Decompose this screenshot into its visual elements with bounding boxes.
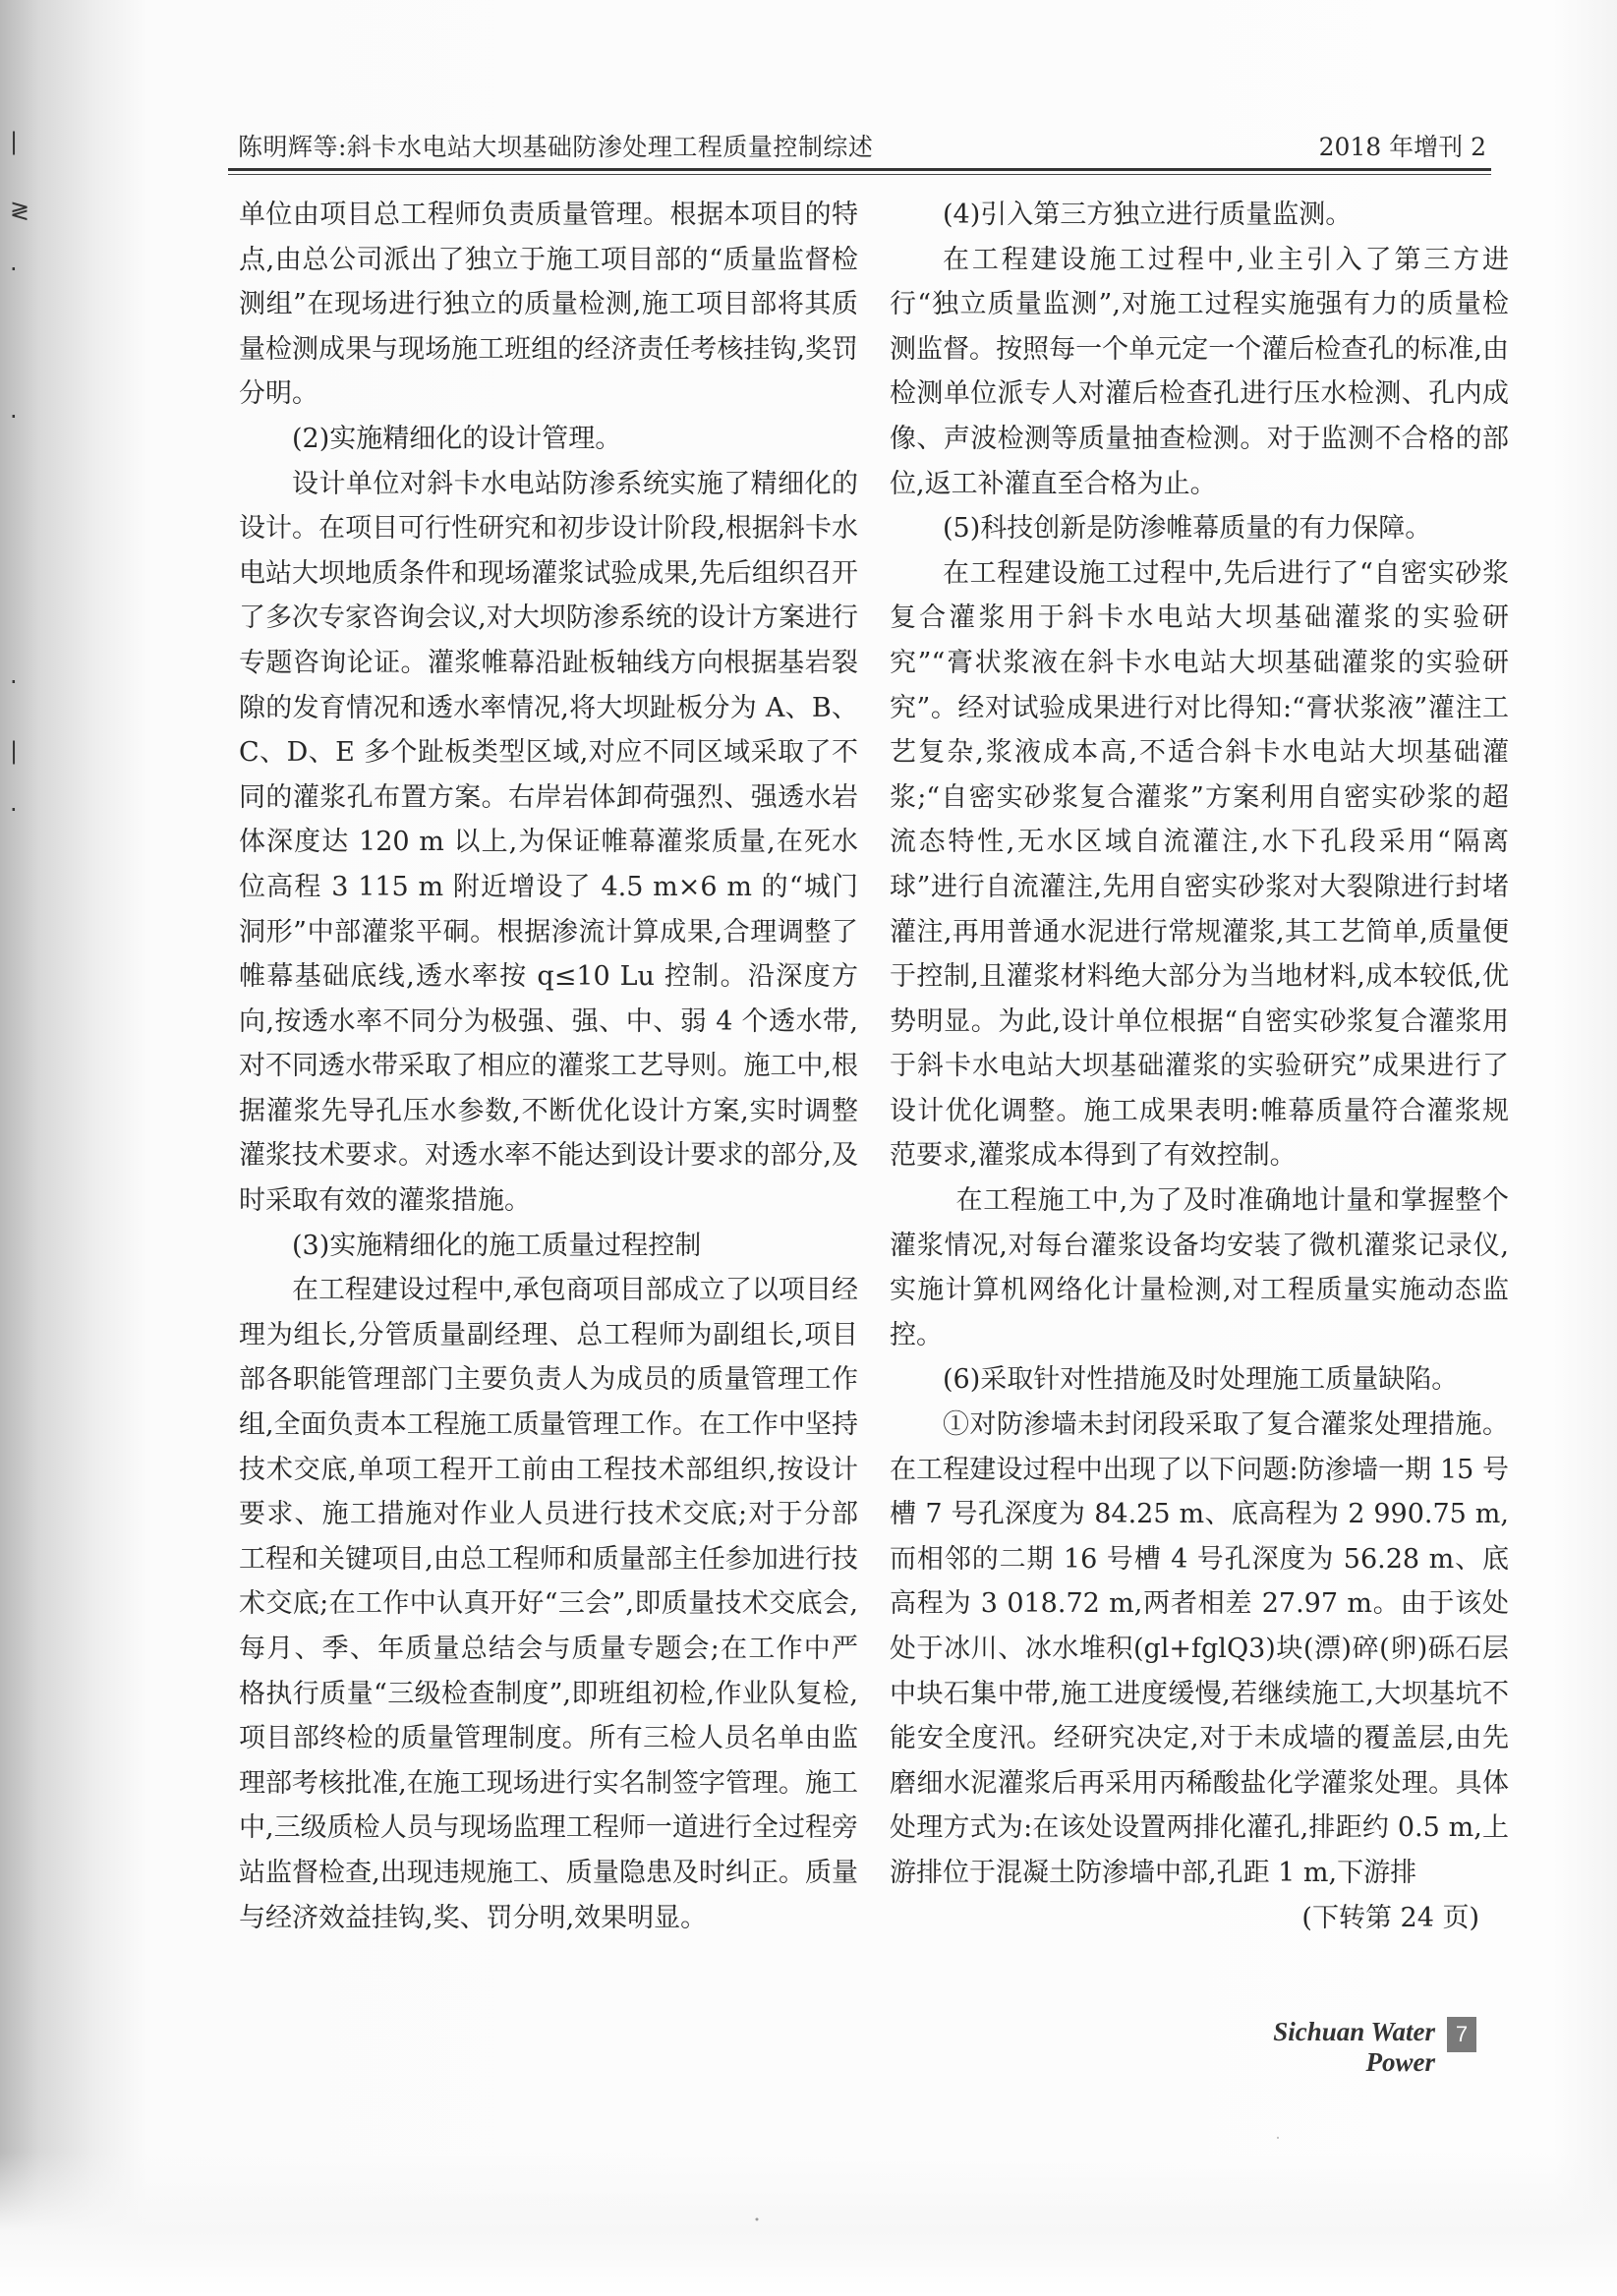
journal-name: Sichuan Water Power	[1273, 2017, 1435, 2077]
right-column	[890, 193, 1509, 1940]
page-bottom-margin	[0, 2152, 1617, 2296]
page-number: 7	[1447, 2017, 1476, 2052]
header-rule-thin	[228, 174, 1491, 175]
paragraph: 在工程建设施工过程中,先后进行了“自密实砂浆复合灌浆用于斜卡水电站大坝基础灌浆的实验研究”“膏状浆液在斜卡水电站大坝基础灌浆的实验研究”。经对试验成果进行对比得知:“膏状浆液”灌注工艺复杂,浆液成本高,不适合斜卡水电站大坝基础灌浆;“自密实砂浆复合灌浆”方案利用自密实砂浆的超流态特性,无水区域自流灌注,水下孔段采用“隔离球”进行自流灌注,先用自密实砂浆对大裂隙进行封堵灌注,再用普通水泥进行常规灌浆,其工艺简单,质量便于控制,且灌浆材料绝大部分为当地材料,成本较低,优势明显。为此,设计单位根据“自密实砂浆复合灌浆用于斜卡水电站大坝基础灌浆的实验研究”成果进行了设计优化调整。施工成果表明:帷幕质量符合灌浆规范要求,灌浆成本得到了有效控制。	[890, 557, 1509, 1172]
paragraph: 单位由项目总工程师负责质量管理。根据本项目的特点,由总公司派出了独立于施工项目部的“质量监督检测组”在现场进行独立的质量检测,施工项目部将其质量检测成果与现场施工班组的经济责任考核挂钩,奖罚分明。	[239, 200, 858, 410]
running-header	[238, 122, 1486, 165]
section-heading: (2)实施精细化的设计管理。	[292, 423, 622, 454]
left-column	[239, 193, 858, 1940]
section-heading: (4)引入第三方独立进行质量监测。	[943, 200, 1353, 230]
running-title: 陈明辉等:斜卡水电站大坝基础防渗处理工程质量控制综述	[238, 133, 874, 161]
section-heading: (6)采取针对性措施及时处理施工质量缺陷。	[943, 1364, 1459, 1396]
paragraph: 在工程施工中,为了及时准确地计量和掌握整个灌浆情况,对每台灌浆设备均安装了微机灌浆记录仪,实施计算机网络化计量检测,对工程质量实施动态监控。	[890, 1185, 1509, 1350]
section-heading: (5)科技创新是防渗帷幕质量的有力保障。	[943, 513, 1432, 545]
header-rule	[228, 168, 1491, 171]
paragraph: ①对防渗墙未封闭段采取了复合灌浆处理措施。在工程建设过程中出现了以下问题:防渗墙一期 15 号槽 7 号孔深度为 84.25 m、底高程为 2 990.75 m,而相邻的二期 16 号槽 4 号孔深度为 56.28 m、底高程为 3 018.72 m,两者相差 27.97 m。由于该处处于冰川、冰水堆积(gl+fglQ3)块(漂)碎(卵)砾石层中块石集中带,施工进度缓慢,若继续施工,大坝基坑不能安全度汛。经研究决定,对于未成墙的覆盖层,由先磨细水泥灌浆后再采用丙稀酸盐化学灌浆处理。具体处理方式为:在该处设置两排化灌孔,排距约 0.5 m,上游排位于混凝土防渗墙中部,孔距 1 m,下游排	[890, 1409, 1509, 1888]
paragraph: 设计单位对斜卡水电站防渗系统实施了精细化的设计。在项目可行性研究和初步设计阶段,根据斜卡水电站大坝地质条件和现场灌浆试验成果,先后组织召开了多次专家咨询会议,对大坝防渗系统的设计方案进行专题咨询论证。灌浆帷幕沿趾板轴线方向根据基岩裂隙的发育情况和透水率情况,将大坝趾板分为 A、B、C、D、E 多个趾板类型区域,对应不同区域采取了不同的灌浆孔布置方案。右岸岩体卸荷强烈、强透水岩体深度达 120 m 以上,为保证帷幕灌浆质量,在死水位高程 3 115 m 附近增设了 4.5 m×6 m 的“城门洞形”中部灌浆平硐。根据渗流计算成果,合理调整了帷幕基础底线,透水率按 q≤10 Lu 控制。沿深度方向,按透水率不同分为极强、强、中、弱 4 个透水带,对不同透水带采取了相应的灌浆工艺导则。施工中,根据灌浆先导孔压水参数,不断优化设计方案,实时调整灌浆技术要求。对透水率不能达到设计要求的部分,及时采取有效的灌浆措施。	[239, 468, 858, 1217]
section-heading: (3)实施精细化的施工质量过程控制	[292, 1230, 702, 1261]
continued-note: (下转第 24 页)	[1301, 1902, 1479, 1933]
paragraph: 在工程建设过程中,承包商项目部成立了以项目经理为组长,分管质量副经理、总工程师为副组长,项目部各职能管理部门主要负责人为成员的质量管理工作组,全面负责本工程施工质量管理工作。在工作中坚持技术交底,单项工程开工前由工程技术部组织,按设计要求、施工措施对作业人员进行技术交底;对于分部工程和关键项目,由总工程师和质量部主任参加进行技术交底;在工作中认真开好“三会”,即质量技术交底会,每月、季、年质量总结会与质量专题会;在工作中严格执行质量“三级检查制度”,即班组初检,作业队复检,项目部终检的质量管理制度。所有三检人员名单由监理部考核批准,在施工现场进行实名制签字管理。施工中,三级质检人员与现场监理工程师一道进行全过程旁站监督检查,出现违规施工、质量隐患及时纠正。质量与经济效益挂钩,奖、罚分明,效果明显。	[239, 1275, 858, 1933]
paragraph: 在工程建设施工过程中,业主引入了第三方进行“独立质量监测”,对施工过程实施强有力的质量检测监督。按照每一个单元定一个灌后检查孔的标准,由检测单位派专人对灌后检查孔进行压水检测、孔内成像、声波检测等质量抽查检测。对于监测不合格的部位,返工补灌直至合格为止。	[890, 244, 1509, 499]
issue-label: 2018 年增刊 2	[1318, 133, 1486, 161]
binding-margin-marks: | ≷ · · · | ·	[10, 128, 30, 824]
